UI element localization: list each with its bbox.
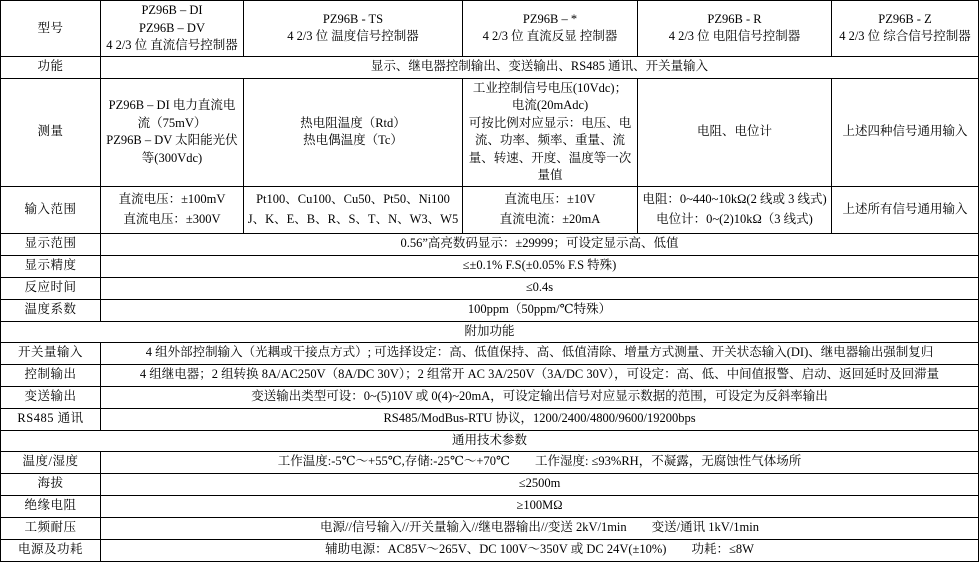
input-range-dc-line2: 直流电压：±300V bbox=[123, 212, 221, 226]
section-general-title: 通用技术参数 bbox=[1, 430, 979, 451]
model-name-r: PZ96B - R bbox=[707, 11, 762, 26]
measurement-dc-line2: PZ96B – DV 太阳能光伏等(300Vdc) bbox=[106, 133, 238, 165]
model-type-star: 4 2/3 位 直流反显 控制器 bbox=[482, 29, 618, 44]
row-withstand-voltage bbox=[1, 517, 979, 539]
model-cell-star bbox=[463, 1, 638, 57]
input-range-temp-line2: J、K、E、B、R、S、T、N、W3、W5 bbox=[247, 212, 459, 226]
measurement-dc-line1: PZ96B – DI 电力直流电流（75mV） bbox=[108, 98, 236, 130]
measurement-resistance-cell: 电阻、电位计 bbox=[638, 78, 832, 186]
model-name-di: PZ96B – DI bbox=[141, 3, 203, 17]
row-display-accuracy bbox=[1, 255, 979, 277]
withstand-voltage-value: 电源//信号输入//开关量输入//继电器输出//变送 2kV/1min 变送/通讯 1kV/1min bbox=[101, 517, 979, 539]
row-switch-input bbox=[1, 342, 979, 364]
measurement-label: 测量 bbox=[1, 78, 101, 186]
model-cell-z bbox=[832, 1, 979, 57]
row-temp-humidity bbox=[1, 451, 979, 473]
input-range-industrial-cell bbox=[463, 186, 638, 233]
measurement-industrial-cell bbox=[463, 78, 638, 186]
measurement-temp-line1: 热电阻温度（Rtd） bbox=[300, 115, 406, 130]
measurement-temp-cell bbox=[244, 78, 463, 186]
measurement-universal-cell: 上述四种信号通用输入 bbox=[832, 78, 979, 186]
display-accuracy-label: 显示精度 bbox=[1, 255, 101, 277]
input-range-resistance-line2: 电位计：0~(2)10kΩ（3 线式) bbox=[656, 212, 813, 226]
temp-coefficient-value: 100ppm（50ppm/℃特殊） bbox=[101, 299, 979, 321]
input-range-dc-line1: 直流电压：±100mV bbox=[118, 191, 226, 206]
function-value: 显示、继电器控制输出、变送输出、RS485 通讯、开关量输入 bbox=[101, 56, 979, 78]
control-output-label: 控制输出 bbox=[1, 364, 101, 386]
altitude-value: ≤2500m bbox=[101, 473, 979, 495]
input-range-dc-cell bbox=[101, 186, 244, 233]
input-range-industrial-line2: 直流电流：±20mA bbox=[499, 212, 601, 226]
display-accuracy-value: ≤±0.1% F.S(±0.05% F.S 特殊) bbox=[101, 255, 979, 277]
switch-input-value: 4 组外部控制输入（光耦或干接点方式）; 可选择设定：高、低值保持、高、低值清除、增量方式测量、开关状态输入(DI)、继电器输出强制复归 bbox=[101, 342, 979, 364]
model-cell-di-dv bbox=[101, 1, 244, 57]
response-time-value: ≤0.4s bbox=[101, 277, 979, 299]
input-range-resistance-line1: 电阻：0~440~10kΩ(2 线或 3 线式) bbox=[642, 191, 827, 206]
function-label: 功能 bbox=[1, 56, 101, 78]
insulation-value: ≥100MΩ bbox=[101, 495, 979, 517]
row-power-consumption bbox=[1, 539, 979, 561]
measurement-industrial-line1: 工业控制信号电压(10Vdc)； bbox=[472, 80, 628, 95]
input-range-universal-cell: 上述所有信号通用输入 bbox=[832, 186, 979, 233]
row-section-additional bbox=[1, 321, 979, 342]
section-additional-title: 附加功能 bbox=[1, 321, 979, 342]
temp-humidity-value: 工作温度:-5℃～+55℃,存储:-25℃～+70℃ 工作湿度: ≤93%RH，不凝露，无腐蚀性气体场所 bbox=[101, 451, 979, 473]
input-range-label: 输入范围 bbox=[1, 186, 101, 233]
withstand-voltage-label: 工频耐压 bbox=[1, 517, 101, 539]
temp-coefficient-label: 温度系数 bbox=[1, 299, 101, 321]
altitude-label: 海拔 bbox=[1, 473, 101, 495]
row-input-range bbox=[1, 186, 979, 233]
row-control-output bbox=[1, 364, 979, 386]
row-function bbox=[1, 56, 979, 78]
transmit-output-label: 变送输出 bbox=[1, 386, 101, 408]
insulation-label: 绝缘电阻 bbox=[1, 495, 101, 517]
row-measurement bbox=[1, 78, 979, 186]
model-type-dc: 4 2/3 位 直流信号控制器 bbox=[106, 38, 238, 52]
model-name-ts: PZ96B - TS bbox=[322, 11, 384, 26]
model-name-z: PZ96B - Z bbox=[878, 11, 932, 26]
model-cell-ts bbox=[244, 1, 463, 57]
model-type-z: 4 2/3 位 综合信号控制器 bbox=[839, 29, 971, 44]
rs485-value: RS485/ModBus-RTU 协议，1200/2400/4800/9600/19200bps bbox=[101, 408, 979, 430]
row-response-time bbox=[1, 277, 979, 299]
transmit-output-value: 变送输出类型可设：0~(5)10V 或 0(4)~20mA，可设定输出信号对应显示数据的范围，可设定为反斜率输出 bbox=[101, 386, 979, 408]
model-cell-r bbox=[638, 1, 832, 57]
temp-humidity-label: 温度/湿度 bbox=[1, 451, 101, 473]
row-display-range bbox=[1, 233, 979, 255]
power-consumption-value: 辅助电源：AC85V～265V、DC 100V～350V 或 DC 24V(±10%) 功耗：≤8W bbox=[101, 539, 979, 561]
display-range-value: 0.56”高亮数码显示：±29999；可设定显示高、低值 bbox=[101, 233, 979, 255]
display-range-label: 显示范围 bbox=[1, 233, 101, 255]
row-section-general bbox=[1, 430, 979, 451]
row-rs485 bbox=[1, 408, 979, 430]
measurement-industrial-line2: 电流(20mAdc) bbox=[511, 98, 589, 112]
measurement-dc-cell bbox=[101, 78, 244, 186]
row-transmit-output bbox=[1, 386, 979, 408]
row-altitude bbox=[1, 473, 979, 495]
input-range-temp-line1: Pt100、Cu100、Cu50、Pt50、Ni100 bbox=[256, 191, 450, 206]
response-time-label: 反应时间 bbox=[1, 277, 101, 299]
model-name-star: PZ96B – * bbox=[522, 11, 578, 26]
power-consumption-label: 电源及功耗 bbox=[1, 539, 101, 561]
measurement-temp-line2: 热电偶温度（Tc） bbox=[303, 133, 403, 147]
model-type-ts: 4 2/3 位 温度信号控制器 bbox=[287, 29, 419, 44]
input-range-temp-cell bbox=[244, 186, 463, 233]
rs485-label: RS485 通讯 bbox=[1, 408, 101, 430]
measurement-industrial-line3: 可按比例对应显示：电压、电流、功率、频率、重量、流量、转速、开度、温度等一次量值 bbox=[468, 115, 632, 182]
control-output-value: 4 组继电器；2 组转换 8A/AC250V（8A/DC 30V）；2 组常开 AC 3A/250V（3A/DC 30V），可设定：高、低、中间值报警、启动、返回延时及回滞量 bbox=[101, 364, 979, 386]
model-name-dv: PZ96B – DV bbox=[139, 20, 205, 35]
row-model bbox=[1, 1, 979, 57]
input-range-industrial-line1: 直流电压：±10V bbox=[504, 191, 596, 206]
model-row-label: 型号 bbox=[1, 1, 101, 57]
input-range-resistance-cell bbox=[638, 186, 832, 233]
row-temp-coefficient bbox=[1, 299, 979, 321]
model-type-r: 4 2/3 位 电阻信号控制器 bbox=[668, 29, 801, 44]
switch-input-label: 开关量输入 bbox=[1, 342, 101, 364]
